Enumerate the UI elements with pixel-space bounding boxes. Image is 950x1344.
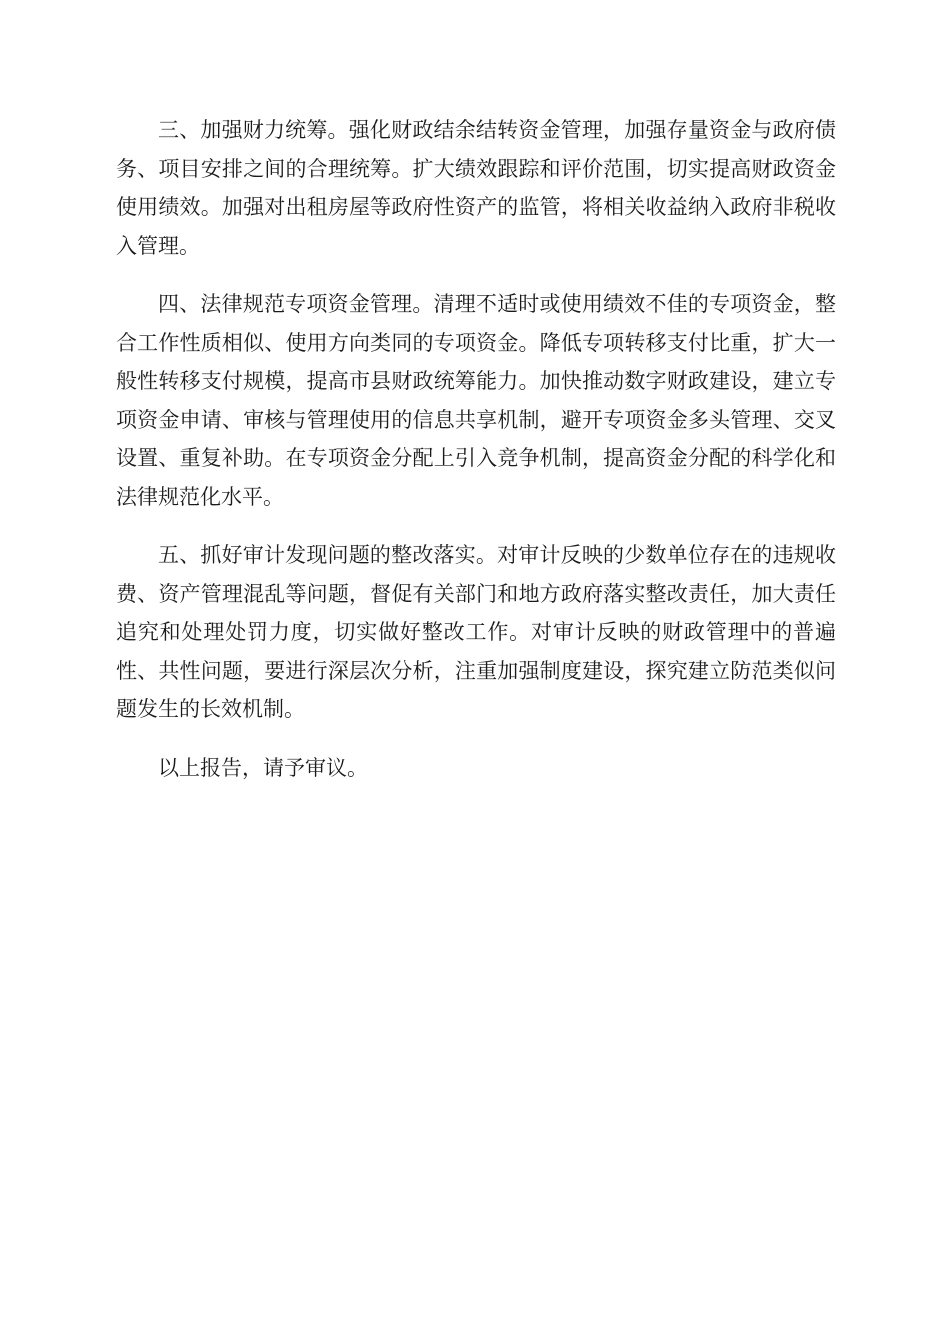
document-body bbox=[116, 111, 836, 807]
paragraph-audit-rectification: 五、抓好审计发现问题的整改落实。对审计反映的少数单位存在的违规收费、资产管理混乱等问题，督促有关部门和地方政府落实整改责任，加大责任追究和处理处罚力度，切实做好整改工作。对审计反映的财政管理中的普遍性、共性问题，要进行深层次分析，注重加强制度建设，探究建立防范类似问题发生的长效机制。 bbox=[116, 543, 836, 721]
paragraph-strengthen-financial-coordination: 三、加强财力统筹。强化财政结余结转资金管理，加强存量资金与政府债务、项目安排之间的合理统筹。扩大绩效跟踪和评价范围，切实提高财政资金使用绩效。加强对出租房屋等政府性资产的监管，将相关收益纳入政府非税收入管理。 bbox=[116, 118, 836, 258]
closing-statement: 以上报告，请予审议。 bbox=[158, 755, 368, 780]
paragraph-special-fund-management: 四、法律规范专项资金管理。清理不适时或使用绩效不佳的专项资金，整合工作性质相似、使用方向类同的专项资金。降低专项转移支付比重，扩大一般性转移支付规模，提高市县财政统筹能力。加快推动数字财政建设，建立专项资金申请、审核与管理使用的信息共享机制，避开专项资金多头管理、交叉设置、重复补助。在专项资金分配上引入竞争机制，提高资金分配的科学化和法律规范化水平。 bbox=[116, 292, 836, 509]
